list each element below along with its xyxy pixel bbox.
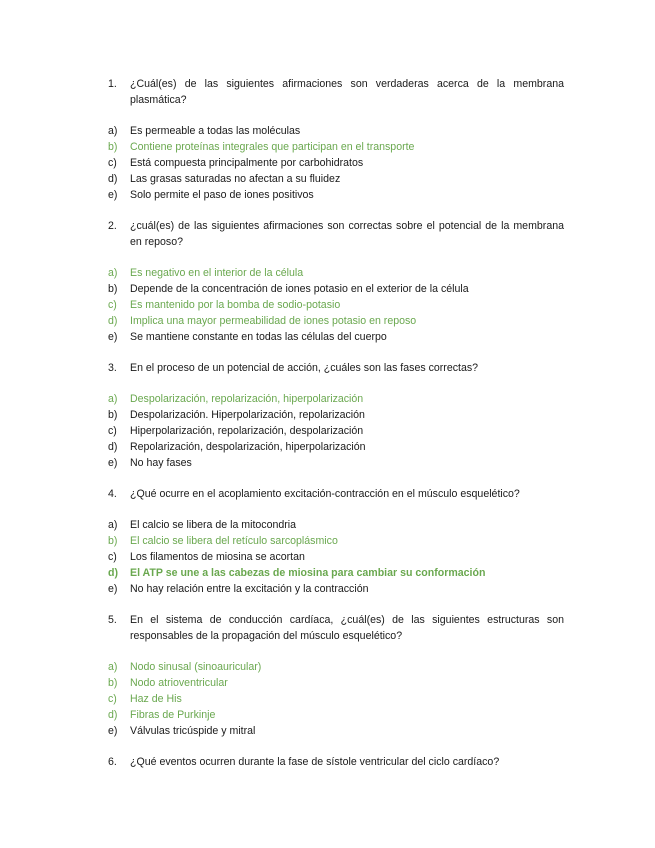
option-a xyxy=(108,517,564,533)
option-letter: a) xyxy=(108,661,118,673)
option-text: Es mantenido por la bomba de sodio-potasio xyxy=(130,299,341,311)
option-text: No hay relación entre la excitación y la contracción xyxy=(130,583,369,595)
option-letter: b) xyxy=(108,677,118,689)
option-b-correct xyxy=(108,139,564,155)
option-c xyxy=(108,155,564,171)
option-b xyxy=(108,281,564,297)
option-d xyxy=(108,171,564,187)
option-letter: e) xyxy=(108,457,118,469)
question-text: ¿cuál(es) de las siguientes afirmaciones son correctas sobre el potencial de la membrana en reposo? xyxy=(130,220,564,248)
option-letter: d) xyxy=(108,315,118,327)
option-text: El ATP se une a las cabezas de miosina para cambiar su conformación xyxy=(130,567,486,579)
option-text: Fibras de Purkinje xyxy=(130,709,216,721)
question-number: 1. xyxy=(108,78,117,90)
option-d xyxy=(108,439,564,455)
option-letter: a) xyxy=(108,519,118,531)
option-letter: c) xyxy=(108,693,117,705)
option-text: Implica una mayor permeabilidad de iones potasio en reposo xyxy=(130,315,417,327)
question-text: ¿Qué ocurre en el acoplamiento excitación-contracción en el músculo esquelético? xyxy=(130,488,520,500)
option-e xyxy=(108,187,564,203)
option-letter: a) xyxy=(108,267,118,279)
option-text: Es permeable a todas las moléculas xyxy=(130,125,301,137)
option-letter: d) xyxy=(108,709,118,721)
option-letter: b) xyxy=(108,409,118,421)
question-number: 5. xyxy=(108,614,117,626)
option-text: El calcio se libera de la mitocondria xyxy=(130,519,297,531)
question-number: 3. xyxy=(108,362,117,374)
option-text: El calcio se libera del retículo sarcoplásmico xyxy=(130,535,338,547)
question-number: 6. xyxy=(108,756,117,768)
option-b xyxy=(108,407,564,423)
option-letter: d) xyxy=(108,567,118,579)
question-list xyxy=(108,76,564,785)
option-text: Las grasas saturadas no afectan a su fluidez xyxy=(130,173,341,185)
option-letter: a) xyxy=(108,125,118,137)
question-5 xyxy=(108,612,564,644)
question-text: ¿Qué eventos ocurren durante la fase de sístole ventricular del ciclo cardíaco? xyxy=(130,756,500,768)
option-text: Válvulas tricúspide y mitral xyxy=(130,725,256,737)
option-letter: e) xyxy=(108,725,118,737)
option-a xyxy=(108,123,564,139)
option-text: Despolarización, repolarización, hiperpolarización xyxy=(130,393,364,405)
question-number: 2. xyxy=(108,220,117,232)
question-text: En el proceso de un potencial de acción, ¿cuáles son las fases correctas? xyxy=(130,362,479,374)
option-text: Repolarización, despolarización, hiperpolarización xyxy=(130,441,366,453)
option-text: Solo permite el paso de iones positivos xyxy=(130,189,314,201)
option-letter: e) xyxy=(108,331,118,343)
option-text: Despolarización. Hiperpolarización, repolarización xyxy=(130,409,365,421)
option-letter: d) xyxy=(108,173,118,185)
option-c xyxy=(108,549,564,565)
option-letter: a) xyxy=(108,393,118,405)
option-letter: c) xyxy=(108,157,117,169)
question-text: ¿Cuál(es) de las siguientes afirmaciones son verdaderas acerca de la membrana plasmática? xyxy=(130,78,564,106)
option-text: Está compuesta principalmente por carbohidratos xyxy=(130,157,364,169)
option-letter: b) xyxy=(108,141,118,153)
option-text: Contiene proteínas integrales que participan en el transporte xyxy=(130,141,415,153)
option-e xyxy=(108,329,564,345)
question-6 xyxy=(108,754,564,770)
option-text: Nodo sinusal (sinoauricular) xyxy=(130,661,262,673)
option-letter: b) xyxy=(108,283,118,295)
option-letter: c) xyxy=(108,551,117,563)
option-a-correct xyxy=(108,391,564,407)
option-e xyxy=(108,723,564,739)
option-text: Haz de His xyxy=(130,693,182,705)
option-text: Se mantiene constante en todas las células del cuerpo xyxy=(130,331,387,343)
option-text: No hay fases xyxy=(130,457,192,469)
question-number: 4. xyxy=(108,488,117,500)
option-d-correct xyxy=(108,313,564,329)
option-c xyxy=(108,423,564,439)
answer-options xyxy=(108,517,564,597)
option-letter: d) xyxy=(108,441,118,453)
option-a-correct xyxy=(108,659,564,675)
option-letter: c) xyxy=(108,299,117,311)
option-d-correct xyxy=(108,565,564,581)
option-c-correct xyxy=(108,297,564,313)
question-2 xyxy=(108,218,564,250)
question-3 xyxy=(108,360,564,376)
option-letter: c) xyxy=(108,425,117,437)
option-text: Hiperpolarización, repolarización, despolarización xyxy=(130,425,364,437)
option-letter: b) xyxy=(108,535,118,547)
option-letter: e) xyxy=(108,189,118,201)
option-letter: e) xyxy=(108,583,118,595)
option-e xyxy=(108,455,564,471)
question-text: En el sistema de conducción cardíaca, ¿cuál(es) de las siguientes estructuras son responsables de la propagación del músculo esquelético? xyxy=(130,614,564,642)
option-text: Los filamentos de miosina se acortan xyxy=(130,551,305,563)
answer-options xyxy=(108,265,564,345)
option-b-correct xyxy=(108,675,564,691)
answer-options xyxy=(108,123,564,203)
answer-options xyxy=(108,659,564,739)
option-text: Depende de la concentración de iones potasio en el exterior de la célula xyxy=(130,283,469,295)
option-b-correct xyxy=(108,533,564,549)
option-e xyxy=(108,581,564,597)
option-text: Nodo atrioventricular xyxy=(130,677,228,689)
answer-options xyxy=(108,391,564,471)
option-a-correct xyxy=(108,265,564,281)
option-d-correct xyxy=(108,707,564,723)
option-text: Es negativo en el interior de la célula xyxy=(130,267,304,279)
option-c-correct xyxy=(108,691,564,707)
question-1 xyxy=(108,76,564,108)
question-4 xyxy=(108,486,564,502)
